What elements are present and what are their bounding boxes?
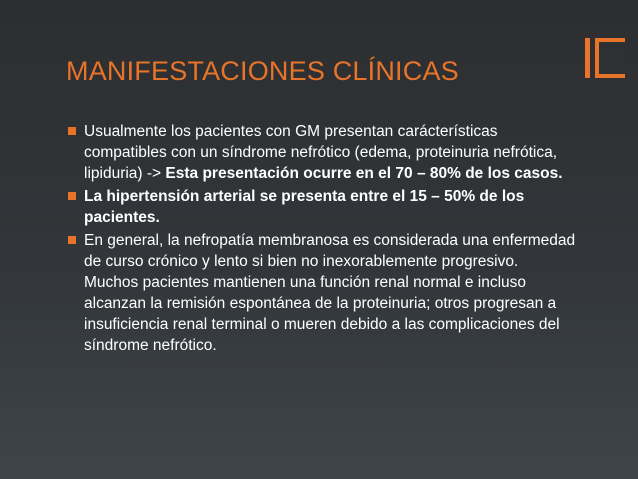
square-bullet-icon bbox=[68, 127, 76, 135]
bullet-list bbox=[66, 121, 576, 358]
bullet-1-bold-text: Esta presentación ocurre en el 70 – 80% de los casos. bbox=[165, 165, 563, 182]
logo-inner-cutout bbox=[599, 42, 625, 74]
bullet-3-text: En general, la nefropatía membranosa es considerada una enfermedad de curso crónico y lento si bien no inexorablemente progresivo. Muchos pacientes mantienen una función renal normal e incluso alcanzan la remisión espontánea de la proteinuria; otros progresan a insuficiencia renal terminal o mueren debido a las complicaciones del síndrome nefrótico. bbox=[84, 232, 576, 354]
theme-logo-icon bbox=[585, 38, 625, 78]
bullet-item-3 bbox=[66, 230, 576, 356]
square-bullet-icon bbox=[68, 192, 76, 200]
bullet-item-1 bbox=[66, 121, 576, 184]
bullet-1-text: Usualmente los pacientes con GM presentan carácterísticas compatibles con un síndrome nefrótico (edema, proteinuria nefrótica, lipiduria) -> bbox=[84, 123, 557, 182]
bullet-2-bold-text: La hipertensión arterial se presenta entre el 15 – 50% de los pacientes. bbox=[84, 188, 525, 226]
square-bullet-icon bbox=[68, 236, 76, 244]
slide-title: MANIFESTACIONES CLÍNICAS bbox=[66, 56, 459, 86]
logo-thin-bar bbox=[585, 38, 590, 78]
bullet-item-2 bbox=[66, 186, 576, 228]
